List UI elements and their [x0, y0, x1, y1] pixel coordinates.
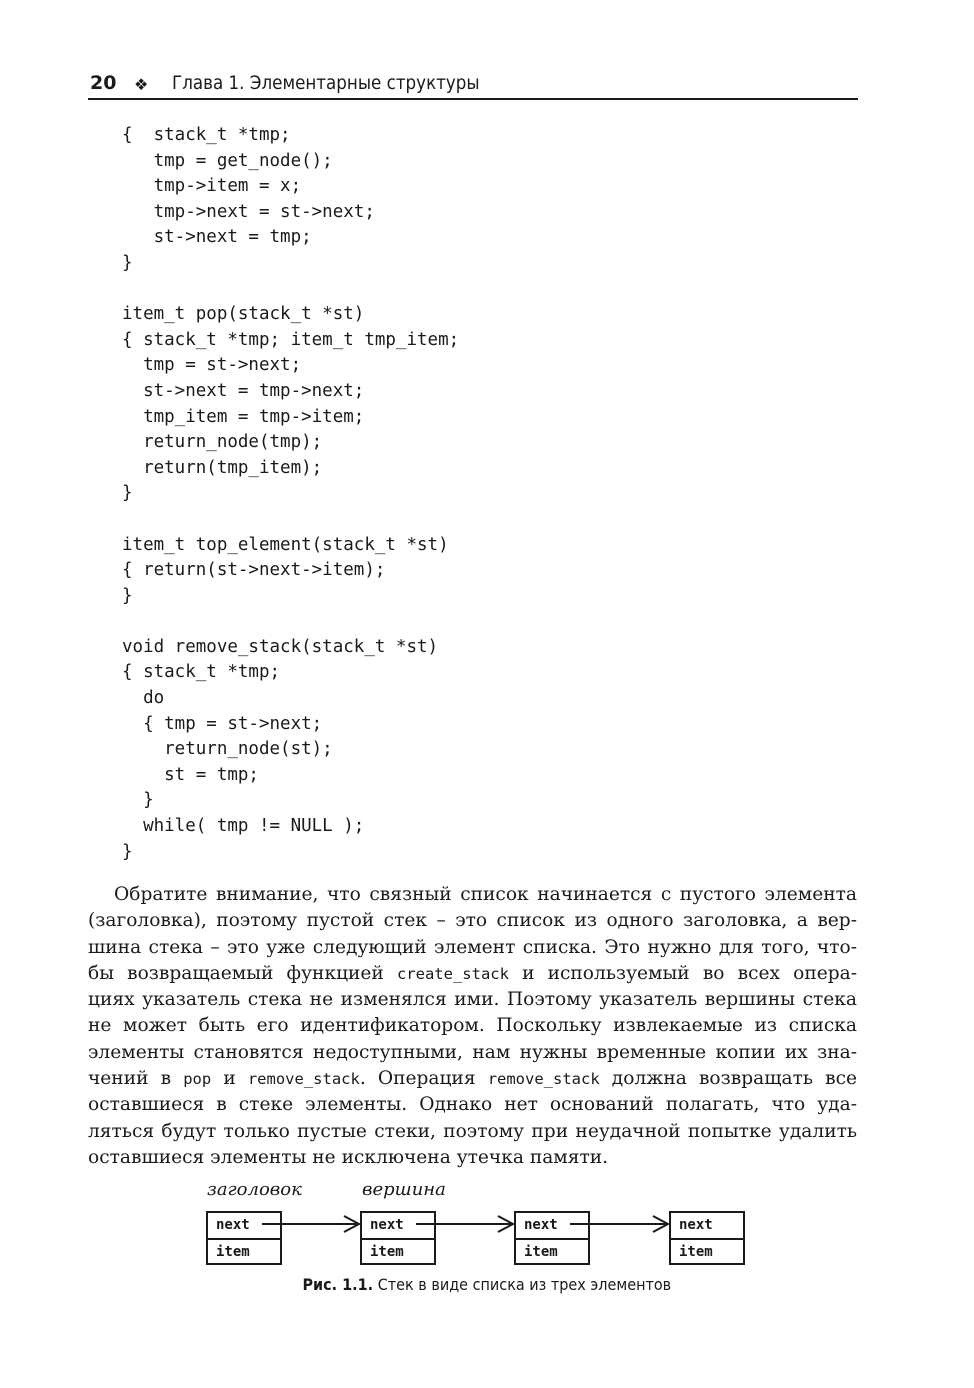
text-span: бы возвращаемый функцией [88, 962, 384, 984]
text-span: и используемый во всех опера- [522, 962, 857, 984]
code-line: while( tmp != NULL ); [122, 816, 365, 837]
text-line: оставшиеся элементы не исключена утечка памяти. [88, 1146, 609, 1168]
caption-number: Рис. 1.1. [302, 1275, 374, 1294]
body-paragraph [88, 882, 857, 1171]
list-node [360, 1211, 436, 1265]
code-line: tmp = get_node(); [122, 150, 333, 171]
code-line: item_t pop(stack_t *st) [122, 304, 365, 325]
inline-code: remove_stack [487, 1070, 600, 1089]
text-span: и [223, 1068, 236, 1090]
code-line: void remove_stack(stack_t *st) [122, 636, 439, 657]
list-node [514, 1211, 590, 1265]
code-line [122, 609, 459, 635]
text-line: элементы становятся недоступными, нам нужны временные копии их зна- [88, 1041, 857, 1063]
text-line: не может быть его идентификатором. Поскольку извлекаемые из списка [88, 1015, 857, 1037]
label-header: заголовок [207, 1179, 302, 1200]
code-line [122, 507, 459, 533]
item-field: item [216, 1244, 250, 1260]
code-line: do [122, 688, 165, 709]
label-top: вершина [362, 1179, 446, 1200]
next-field: next [671, 1213, 743, 1240]
code-line: { tmp = st->next; [122, 713, 323, 734]
code-line: return_node(st); [122, 739, 333, 760]
next-field: next [208, 1213, 280, 1240]
text-line [88, 961, 857, 987]
code-line: st->next = tmp; [122, 227, 312, 248]
ornament-icon: ❖ [134, 75, 149, 94]
code-listing [122, 123, 459, 865]
text-span: должна возвращать все [611, 1068, 857, 1090]
inline-code: create_stack [396, 964, 509, 983]
code-line: } [122, 483, 133, 504]
code-line: return(tmp_item); [122, 457, 323, 478]
code-line: st = tmp; [122, 764, 259, 785]
next-field: next [362, 1213, 434, 1240]
item-field: item [679, 1244, 713, 1260]
code-line: tmp->item = x; [122, 176, 302, 197]
code-line: tmp_item = tmp->item; [122, 406, 365, 427]
code-line: { return(st->next->item); [122, 560, 386, 581]
code-line: tmp->next = st->next; [122, 201, 375, 222]
code-line: { stack_t *tmp; [122, 662, 281, 683]
code-line: } [122, 252, 133, 273]
text-span: чений в [88, 1068, 172, 1090]
chapter-title: Глава 1. Элементарные структуры [172, 72, 480, 94]
item-field: item [370, 1244, 404, 1260]
text-span: . Операция [359, 1068, 476, 1090]
code-line [122, 277, 459, 303]
next-field: next [516, 1213, 588, 1240]
text-line [88, 1066, 857, 1092]
running-header [88, 68, 858, 100]
code-line: } [122, 841, 133, 862]
inline-code: remove_stack [247, 1070, 360, 1089]
text-line: ляться будут только пустые стеки, поэтому при неудачной попытке удалить [88, 1120, 857, 1142]
text-line: шина стека – это уже следующий элемент списка. Это нужно для того, что- [88, 936, 857, 958]
item-field: item [524, 1244, 558, 1260]
list-node [669, 1211, 745, 1265]
code-line: return_node(tmp); [122, 432, 323, 453]
figure-caption [0, 1275, 974, 1294]
code-line: { stack_t *tmp; [122, 125, 291, 145]
code-line: item_t top_element(stack_t *st) [122, 534, 449, 555]
code-line: } [122, 790, 154, 811]
text-line: оставшиеся в стеке элементы. Однако нет оснований полагать, что уда- [88, 1094, 857, 1116]
text-line: (заголовка), поэтому пустой стек – это список из одного заголовка, а вер- [88, 910, 857, 932]
text-line: Обратите внимание, что связный список начинается с пустого элемента [114, 884, 857, 905]
list-node [206, 1211, 282, 1265]
text-line: циях указатель стека не изменялся ими. Поэтому указатель вершины стека [88, 989, 857, 1011]
caption-text: Стек в виде списка из трех элементов [377, 1275, 672, 1294]
code-line: } [122, 585, 133, 606]
code-line: st->next = tmp->next; [122, 380, 365, 401]
code-line: tmp = st->next; [122, 355, 302, 376]
code-line: { stack_t *tmp; item_t tmp_item; [122, 329, 460, 350]
page-number: 20 [90, 72, 117, 94]
inline-code: pop [183, 1070, 212, 1089]
